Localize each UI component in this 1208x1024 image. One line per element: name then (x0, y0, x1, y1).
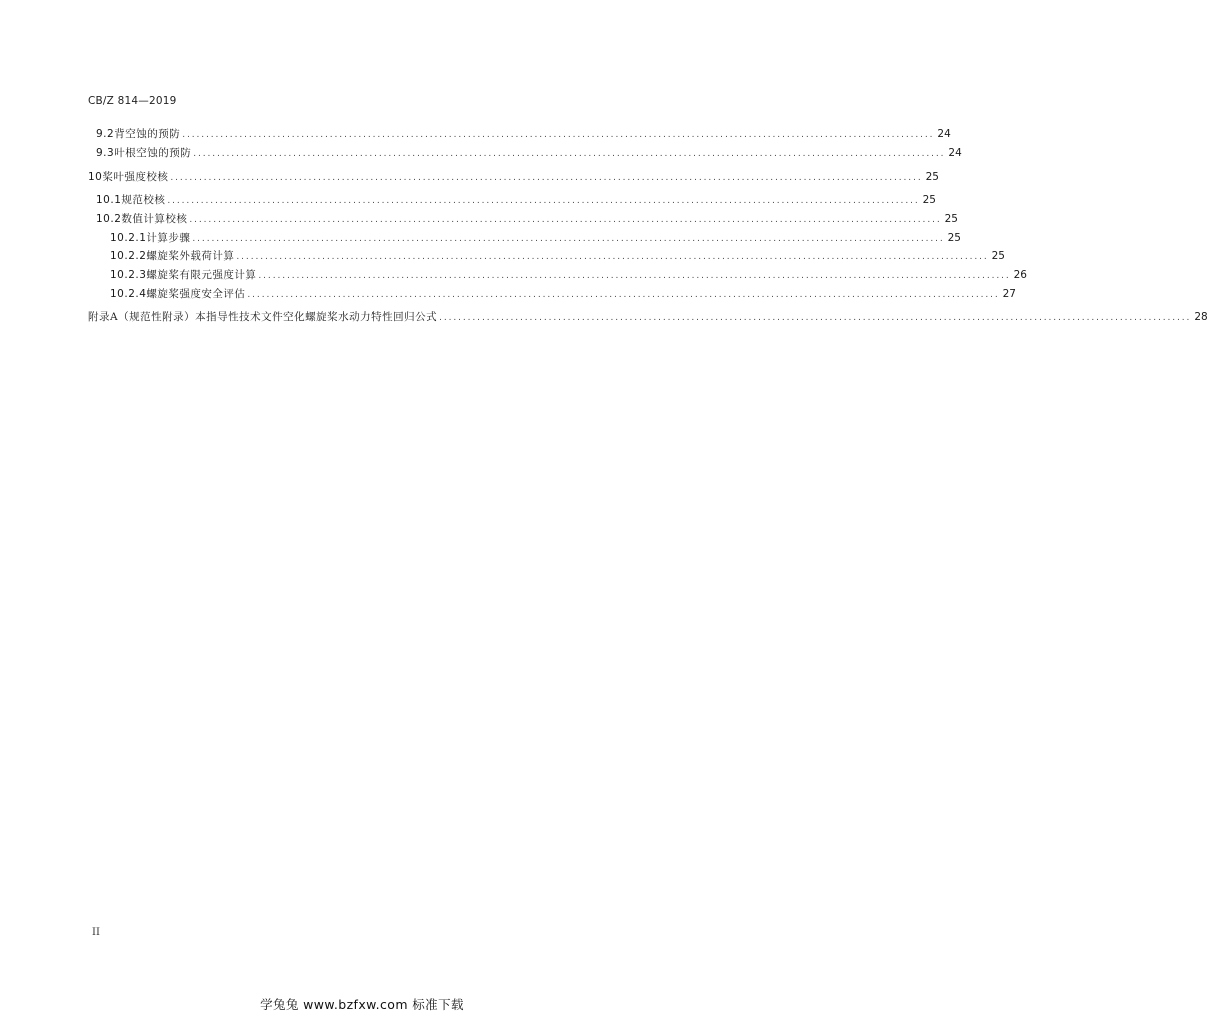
toc-entry-title: 叶根空蚀的预防 (114, 147, 192, 159)
toc-entry-9-3[interactable] (96, 146, 962, 160)
toc-entry-page: 27 (1002, 288, 1016, 300)
toc-entry-10-2[interactable] (96, 212, 958, 226)
toc-leader-dots: .............................................................................................................................................................. (189, 215, 942, 225)
toc-leader-dots: .............................................................................................................................................................. (192, 234, 945, 244)
toc-entry-title: 计算步骤 (146, 232, 191, 244)
toc-entry-page: 25 (947, 232, 961, 244)
toc-leader-dots: .............................................................................................................................................................. (170, 173, 923, 183)
toc-entry-title: 本指导性技术文件空化螺旋桨水动力特性回归公式 (195, 311, 438, 323)
toc-entry-page: 24 (948, 147, 962, 159)
toc-entry-title: 螺旋桨外载荷计算 (146, 250, 235, 262)
toc-entry-title: 数值计算校核 (121, 213, 188, 225)
page-header: CB/Z 814—2019 (88, 95, 177, 107)
toc-entry-number: 9.2 (96, 128, 115, 140)
toc-entry-title: 背空蚀的预防 (114, 128, 181, 140)
toc-entry-10-1[interactable] (96, 193, 936, 207)
page-number-roman: II (92, 927, 100, 938)
toc-leader-dots: .............................................................................................................................................................. (182, 130, 935, 140)
toc-leader-dots: .............................................................................................................................................................. (247, 290, 1000, 300)
toc-entry-9-2[interactable] (96, 127, 951, 141)
toc-entry-title: 规范校核 (121, 194, 166, 206)
toc-entry-number: 10 (88, 171, 103, 183)
toc-entry-page: 26 (1013, 269, 1027, 281)
toc-entry-number: 10.2 (96, 213, 122, 225)
toc-leader-dots: .............................................................................................................................................................. (236, 252, 989, 262)
toc-entry-page: 28 (1194, 311, 1208, 323)
toc-entry-10-2-2[interactable] (110, 249, 1005, 263)
toc-entry-10-2-4[interactable] (110, 287, 1016, 301)
toc-entry-appendix-a[interactable] (88, 310, 1208, 324)
toc-entry-number: 10.2.3 (110, 269, 147, 281)
watermark-text: 学兔兔 www.bzfxw.com 标准下载 (260, 997, 464, 1012)
toc-entry-page: 24 (937, 128, 951, 140)
toc-entry-title: 桨叶强度校核 (102, 171, 169, 183)
toc-entry-number: 9.3 (96, 147, 115, 159)
toc-entry-number: 10.2.1 (110, 232, 147, 244)
toc-entry-10-2-3[interactable] (110, 268, 1027, 282)
toc-entry-page: 25 (944, 213, 958, 225)
toc-entry-number: 10.1 (96, 194, 122, 206)
toc-entry-title: 螺旋桨强度安全评估 (146, 288, 246, 300)
toc-leader-dots: .............................................................................................................................................................. (258, 271, 1011, 281)
toc-entry-number: 10.2.2 (110, 250, 147, 262)
toc-leader-dots: .............................................................................................................................................................. (167, 196, 920, 206)
toc-entry-title: 螺旋桨有限元强度计算 (146, 269, 257, 281)
toc-entry-page: 25 (991, 250, 1005, 262)
toc-entry-page: 25 (925, 171, 939, 183)
toc-leader-dots: .............................................................................................................................................................. (193, 149, 946, 159)
toc-entry-page: 25 (922, 194, 936, 206)
toc-entry-number: 10.2.4 (110, 288, 147, 300)
toc-entry-10[interactable] (88, 170, 939, 184)
toc-leader-dots: .............................................................................................................................................................. (439, 313, 1192, 323)
toc-entry-number: 附录A（规范性附录） (88, 311, 196, 323)
toc-entry-10-2-1[interactable] (110, 231, 961, 245)
